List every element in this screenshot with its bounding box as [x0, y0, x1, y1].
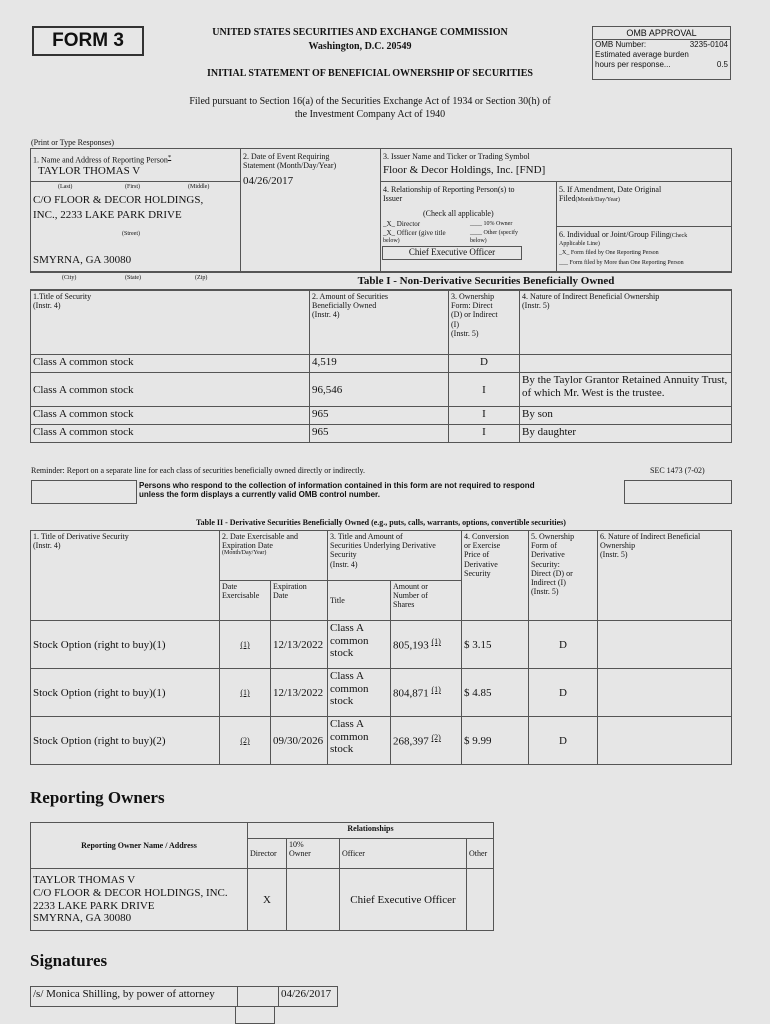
box6-applicable-line: Applicable Line) — [559, 241, 600, 247]
t2-row3-amount-note[interactable]: (2) — [431, 733, 441, 743]
t2-h2-line1: 2. Date Exercisable and — [222, 532, 298, 541]
issuer-name-ticker: Floor & Decor Holdings, Inc. [FND] — [383, 164, 546, 176]
box6-label-text: 6. Individual or Joint/Group Filing — [559, 230, 670, 239]
t2-h3b-line3: Shares — [393, 600, 415, 610]
t1-row3-amount: 965 — [310, 407, 449, 425]
ro-header-row1 — [31, 823, 494, 839]
t2-h6-line3: (Instr. 5) — [600, 550, 628, 560]
ro-director-value: X — [248, 869, 287, 931]
table-row — [31, 717, 732, 765]
table-row — [31, 987, 338, 1007]
ro-officer-value: Chief Executive Officer — [340, 869, 467, 931]
t2-h5-line7: (Instr. 5) — [531, 587, 559, 597]
t2-h4-line2: or Exercise — [464, 541, 501, 551]
omb-hours-value: 0.5 — [716, 60, 728, 69]
t1-h2-line2: Beneficially Owned — [312, 301, 377, 311]
t2-h3-line1: 3. Title and Amount of — [330, 532, 403, 541]
omb-title: OMB APPROVAL — [593, 27, 730, 40]
director-checkbox: _X_ Director — [383, 220, 421, 228]
t2-h3b-line1: Amount or — [393, 582, 428, 591]
persons-notice-line1: Persons who respond to the collection of information contained in this form are not required to respond — [139, 481, 535, 490]
t2-row3-nature — [598, 717, 732, 765]
t1-h3-line1: 3. Ownership — [451, 292, 495, 301]
signature-date: 04/26/2017 — [279, 987, 338, 1007]
t2-h6-line2: Ownership — [600, 541, 636, 551]
t1-row3-form: I — [449, 407, 520, 425]
box6-label-small: (Check — [669, 233, 688, 239]
table-row — [31, 355, 732, 373]
persons-notice — [139, 481, 629, 499]
middle-caption: (Middle) — [188, 184, 210, 190]
event-date: 04/26/2017 — [243, 175, 294, 187]
t2-header-underlying — [328, 531, 462, 581]
t2-h1-line1: 1. Title of Derivative Security — [33, 532, 129, 541]
t1-h4-line2: (Instr. 5) — [522, 301, 550, 310]
t1-h2-line1: 2. Amount of Securities — [312, 292, 388, 301]
t2-row3-amount-cell — [391, 717, 462, 765]
t1-row4-amount: 965 — [310, 425, 449, 443]
notice-right-box — [624, 480, 732, 504]
t2-row1-expiration: 12/13/2022 — [271, 621, 328, 669]
officer-below-caption: below) — [383, 238, 400, 244]
filed-pursuant-line1: Filed pursuant to Section 16(a) of the Securities Exchange Act of 1934 or Section 30(h) of — [189, 96, 551, 107]
t2-row2-title: Stock Option (right to buy)(1) — [31, 669, 220, 717]
officer-title: Chief Executive Officer — [408, 247, 496, 257]
t2-row2-underlying — [328, 669, 391, 717]
box1-asterisk: * — [167, 154, 172, 161]
persons-notice-line2: unless the form displays a currently valid OMB control number. — [139, 490, 380, 500]
t2-row1-amount: 805,193 — [393, 639, 429, 652]
t2-row2-underlying-l3: stock — [330, 695, 354, 708]
t1-header-title — [31, 291, 310, 355]
t2-row1-form: D — [529, 621, 598, 669]
box6-label — [559, 230, 687, 239]
table2 — [30, 530, 732, 765]
box4-label-line2: Issuer — [383, 194, 403, 204]
address-line2: INC., 2233 LAKE PARK DRIVE — [33, 209, 182, 221]
t1-row1-nature — [520, 355, 732, 373]
ro-header-director: Director — [248, 839, 287, 869]
t2-h3-line3: Security — [330, 550, 357, 560]
t2-header-conversion — [462, 531, 529, 621]
print-type-note: (Print or Type Responses) — [31, 138, 115, 147]
box4-label-line1: 4. Relationship of Reporting Person(s) to — [383, 185, 515, 194]
t2-row1-exercisable[interactable]: (1) — [220, 621, 271, 669]
table1 — [30, 290, 732, 443]
t2-header-dates — [220, 531, 328, 581]
ro-other-value — [467, 869, 494, 931]
ro-owner-l3: 2233 LAKE PARK DRIVE — [33, 899, 155, 912]
filed-pursuant-line2: the Investment Company Act of 1940 — [294, 109, 446, 120]
omb-burden-label: Estimated average burden — [595, 50, 689, 59]
t2-h4-line4: Derivative — [464, 559, 498, 569]
notice-left-box — [31, 480, 137, 504]
form-label-box — [32, 26, 144, 56]
table-row — [31, 407, 732, 425]
t2-row3-form: D — [529, 717, 598, 765]
last-caption: (Last) — [58, 184, 73, 190]
t2-row1-amount-note[interactable]: (1) — [431, 637, 441, 647]
address-line1: C/O FLOOR & DECOR HOLDINGS, — [33, 194, 204, 206]
table2-header-row1 — [31, 531, 732, 581]
t1-header-form — [449, 291, 520, 355]
table1-header-row — [31, 291, 732, 355]
box1-label-text: 1. Name and Address of Reporting Person — [33, 155, 168, 165]
t2-row3-exercisable[interactable]: (2) — [220, 717, 271, 765]
t2-h5-line1: 5. Ownership — [531, 532, 575, 541]
ro-owner-l4: SMYRNA, GA 30080 — [33, 912, 132, 925]
t1-h1-line2: (Instr. 4) — [33, 301, 61, 310]
box2-label — [243, 152, 336, 170]
t2-row2-exercisable[interactable]: (1) — [220, 669, 271, 717]
t1-row4-nature: By daughter — [520, 425, 732, 443]
t2-h4-line3: Price of — [464, 550, 490, 560]
other-below-caption: below) — [470, 238, 487, 244]
sec-code: SEC 1473 (7-02) — [650, 466, 705, 475]
t2-row2-amount-cell — [391, 669, 462, 717]
officer-title-box — [382, 246, 522, 260]
omb-number-label: OMB Number: — [595, 40, 647, 49]
form-title: INITIAL STATEMENT OF BENEFICIAL OWNERSHIP OF SECURITIES — [206, 68, 533, 79]
signature-footer-line — [235, 1007, 275, 1024]
one-person-option: _X_ Form filed by One Reporting Person — [559, 250, 659, 256]
t1-row2-form: I — [449, 373, 520, 407]
t1-row2-title: Class A common stock — [31, 373, 310, 407]
t1-row4-form: I — [449, 425, 520, 443]
t2-row3-expiration: 09/30/2026 — [271, 717, 328, 765]
t2-row2-underlying-l2: common — [330, 682, 369, 695]
t1-h1-line1: 1.Title of Security — [33, 292, 92, 301]
t2-row2-amount: 804,871 — [393, 687, 429, 700]
street-caption: (Street) — [122, 231, 140, 237]
t2-h6-line1: 6. Nature of Indirect Beneficial — [600, 532, 701, 541]
officer-checkbox: _X_ Officer (give title — [383, 229, 446, 237]
ro-ten-pct-l2: Owner — [289, 849, 311, 859]
t2-row2-amount-note[interactable]: (1) — [431, 685, 441, 695]
table-row — [31, 373, 732, 407]
t2-header-ownership — [529, 531, 598, 621]
t2-row1-underlying — [328, 621, 391, 669]
t2-row3-underlying-l1: Class A — [330, 718, 364, 730]
box3-label: 3. Issuer Name and Ticker or Trading Symbol — [383, 152, 530, 161]
t2-header-title — [31, 531, 220, 621]
t2-h2a-line1: Date — [222, 582, 238, 591]
t1-row3-nature: By son — [520, 407, 732, 425]
t2-row3-underlying-l3: stock — [330, 743, 354, 756]
t1-row3-title: Class A common stock — [31, 407, 310, 425]
t1-row1-form: D — [449, 355, 520, 373]
t2-h5-line5: Direct (D) or — [531, 568, 573, 578]
t2-row2-form: D — [529, 669, 598, 717]
ro-owner-l2: C/O FLOOR & DECOR HOLDINGS, INC. — [33, 886, 228, 899]
t1-h3-line2: Form: Direct — [451, 301, 493, 311]
reporting-owners-table — [30, 822, 494, 931]
t2-header-nature — [598, 531, 732, 621]
omb-hours-label: hours per response... — [595, 60, 671, 69]
reporting-owners-heading: Reporting Owners — [30, 788, 165, 807]
box2-label-line1: 2. Date of Event Requiring — [243, 152, 330, 161]
ro-header-name: Reporting Owner Name / Address — [31, 823, 248, 869]
t1-h4-line1: 4. Nature of Indirect Beneficial Ownership — [522, 292, 660, 301]
t2-header-exercisable — [220, 581, 271, 621]
t2-row2-price: $ 4.85 — [462, 669, 529, 717]
ro-header-relationships: Relationships — [248, 823, 494, 839]
t2-row2-expiration: 12/13/2022 — [271, 669, 328, 717]
box5-label-small: (Month/Day/Year) — [575, 197, 620, 204]
table-row — [31, 869, 494, 931]
form-label: FORM 3 — [52, 30, 124, 51]
t2-h5-line3: Derivative — [531, 550, 565, 560]
t2-h2b-line1: Expiration — [273, 582, 307, 591]
zip-caption: (Zip) — [195, 275, 208, 281]
t2-row2-underlying-l1: Class A — [330, 670, 364, 682]
t2-row1-amount-cell — [391, 621, 462, 669]
box4-label — [383, 185, 515, 203]
other-checkbox: ____ Other (specify — [470, 230, 518, 236]
t2-h2a-line2: Exercisable — [222, 591, 260, 601]
t1-h2-line3: (Instr. 4) — [312, 310, 340, 320]
t2-row1-price: $ 3.15 — [462, 621, 529, 669]
group-option: ___ Form filed by More than One Reporting Person — [559, 260, 684, 266]
t2-row3-price: $ 9.99 — [462, 717, 529, 765]
t2-h5-line2: Form of — [531, 541, 557, 551]
reminder-note: Reminder: Report on a separate line for each class of securities beneficially owned directly or indirectly. — [31, 466, 366, 475]
table-row — [31, 425, 732, 443]
box5-label-line2: Filed — [559, 194, 576, 204]
t2-h2-small: (Month/Day/Year) — [222, 550, 267, 557]
ro-owner-l1: TAYLOR THOMAS V — [33, 874, 136, 887]
box5-label — [559, 185, 661, 204]
t2-h4-line1: 4. Conversion — [464, 532, 509, 541]
ro-ten-pct-l1: 10% — [289, 840, 304, 849]
t1-h3-line4: (I) — [451, 319, 459, 329]
t2-h2-line2: Expiration Date — [222, 541, 273, 551]
t1-row2-nature: By the Taylor Grantor Retained Annuity Trust, of which Mr. West is the trustee. — [520, 373, 732, 407]
t2-header-expiration — [271, 581, 328, 621]
ten-pct-owner-checkbox: ____ 10% Owner — [470, 221, 513, 227]
city-state-zip: SMYRNA, GA 30080 — [33, 254, 132, 266]
t2-header-sec-title: Title — [328, 581, 391, 621]
ro-ten-pct-value — [287, 869, 340, 931]
t2-h3b-line2: Number of — [393, 591, 428, 601]
ro-owner-address — [31, 869, 248, 931]
t1-header-nature — [520, 291, 732, 355]
t1-row4-title: Class A common stock — [31, 425, 310, 443]
box1-label — [33, 154, 171, 165]
check-all-applicable: (Check all applicable) — [423, 209, 494, 218]
signature-name: /s/ Monica Shilling, by power of attorney — [31, 987, 238, 1007]
t1-h3-line5: (Instr. 5) — [451, 328, 479, 338]
agency-location: Washington, D.C. 20549 — [308, 41, 412, 52]
t1-row1-title: Class A common stock — [31, 355, 310, 373]
t2-h5-line6: Indirect (I) — [531, 577, 566, 587]
table1-title: Table I - Non-Derivative Securities Beneficially Owned — [357, 275, 615, 287]
t2-row1-underlying-l3: stock — [330, 647, 354, 660]
t1-row2-amount: 96,546 — [310, 373, 449, 407]
table2-title: Table II - Derivative Securities Beneficially Owned (e.g., puts, calls, warrants, options, convertible securities) — [196, 518, 566, 527]
table-row — [31, 621, 732, 669]
signature-spacer — [238, 987, 279, 1007]
first-caption: (First) — [125, 184, 140, 190]
city-caption: (City) — [62, 275, 77, 281]
t2-header-shares — [391, 581, 462, 621]
t1-header-amount — [310, 291, 449, 355]
t2-row1-underlying-l1: Class A — [330, 622, 364, 634]
reporting-person-name: TAYLOR THOMAS V — [38, 165, 141, 177]
t2-row3-title: Stock Option (right to buy)(2) — [31, 717, 220, 765]
t2-row1-underlying-l2: common — [330, 634, 369, 647]
t2-h2b-line2: Date — [273, 591, 289, 601]
state-caption: (State) — [125, 275, 141, 281]
ro-header-ten-pct — [287, 839, 340, 869]
t2-row1-title: Stock Option (right to buy)(1) — [31, 621, 220, 669]
box2-label-line2: Statement (Month/Day/Year) — [243, 161, 337, 171]
t1-h3-line3: (D) or Indirect — [451, 310, 498, 320]
box5-label-line1: 5. If Amendment, Date Original — [559, 185, 662, 194]
t2-h4-line5: Security — [464, 568, 491, 578]
t2-row2-nature — [598, 669, 732, 717]
t1-row1-amount: 4,519 — [310, 355, 449, 373]
ro-header-other: Other — [467, 839, 494, 869]
signatures-heading: Signatures — [30, 951, 108, 970]
omb-number: 3235-0104 — [689, 40, 728, 49]
t2-h3-line4: (Instr. 4) — [330, 559, 358, 569]
ro-header-officer: Officer — [340, 839, 467, 869]
table-row — [31, 669, 732, 717]
omb-approval-box — [592, 26, 731, 80]
t2-h5-line4: Security: — [531, 559, 560, 569]
t2-row3-underlying-l2: common — [330, 730, 369, 743]
t2-h3-line2: Securities Underlying Derivative — [330, 541, 436, 551]
t2-h1-line2: (Instr. 4) — [33, 541, 61, 551]
signatures-table — [30, 986, 338, 1007]
t2-row3-underlying — [328, 717, 391, 765]
agency-name: UNITED STATES SECURITIES AND EXCHANGE COMMISSION — [212, 27, 508, 38]
t2-row1-nature — [598, 621, 732, 669]
t2-row3-amount: 268,397 — [393, 735, 429, 748]
